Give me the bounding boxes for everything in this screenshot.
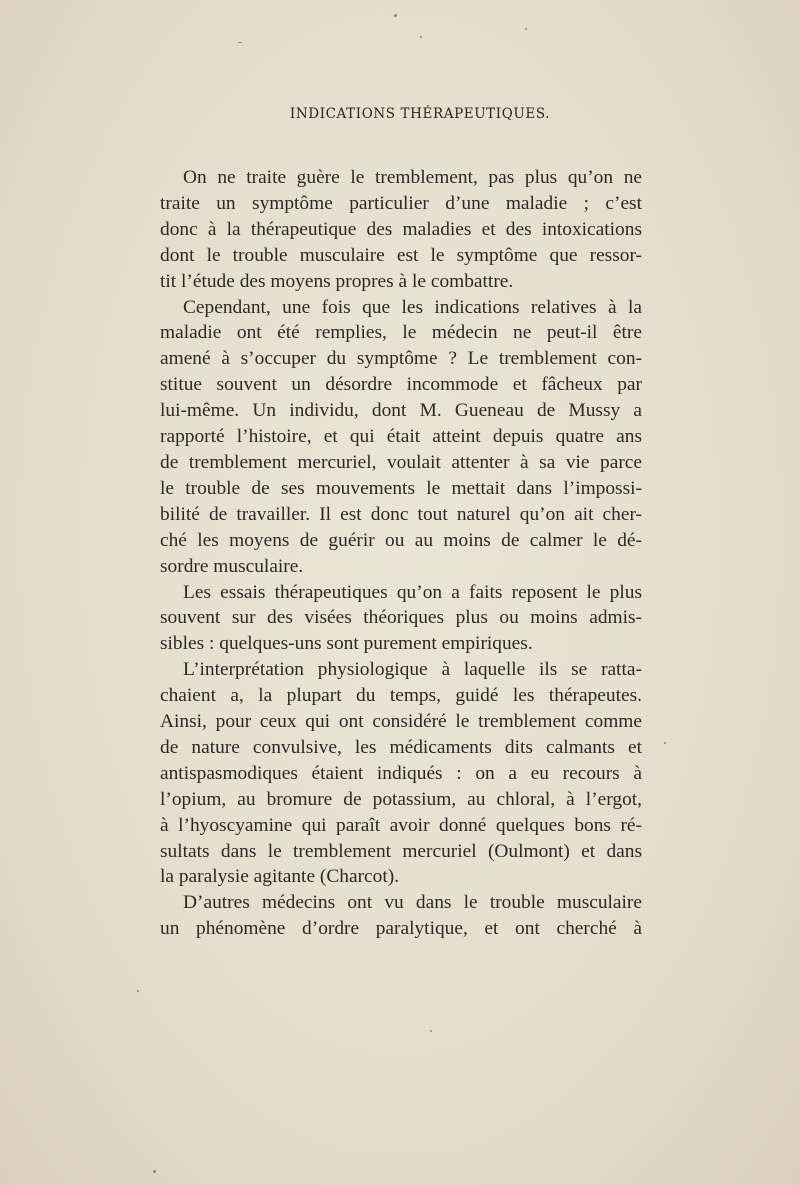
paragraph <box>160 890 642 942</box>
body-text <box>160 165 642 942</box>
text-line: un phénomène d’ordre paralytique, et ont cherché à <box>160 918 642 940</box>
paper-speck <box>430 1030 432 1032</box>
paper-speck <box>137 990 139 992</box>
text-line: On ne traite guère le tremblement, pas plus qu’on ne <box>183 167 642 188</box>
text-line: de tremblement mercuriel, voulait attenter à sa vie parce <box>160 451 642 473</box>
text-line: donc à la thérapeutique des maladies et des intoxications <box>160 218 642 240</box>
text-line: Cependant, une fois que les indications relatives à la <box>183 296 642 318</box>
text-line: la paralysie agitante (Charcot). <box>160 866 400 888</box>
paragraph <box>160 165 642 295</box>
text-line: amené à s’occuper du symptôme ? Le tremblement con- <box>160 348 642 370</box>
text-line: Ainsi, pour ceux qui ont considéré le tremblement comme <box>160 711 642 733</box>
text-line: sultats dans le tremblement mercuriel (Oulmont) et dans <box>160 840 642 862</box>
text-line: Les essais thérapeutiques qu’on a faits reposent le plus <box>183 581 642 603</box>
text-line: D’autres médecins ont vu dans le trouble musculaire <box>183 892 642 914</box>
text-line: chaient a, la plupart du temps, guidé les thérapeutes. <box>160 685 642 707</box>
running-head: INDICATIONS THÉRAPEUTIQUES. <box>289 106 551 122</box>
text-line: bilité de travailler. Il est donc tout naturel qu’on ait cher- <box>160 503 642 525</box>
paper-speck <box>420 36 422 38</box>
text-line: rapporté l’histoire, et qui était atteint depuis quatre ans <box>160 426 642 448</box>
text-line: tit l’étude des moyens propres à le combattre. <box>160 270 514 292</box>
text-line: L’interprétation physiologique à laquelle ils se ratta- <box>183 659 642 681</box>
paper-speck <box>394 14 397 17</box>
paper-speck <box>153 1170 156 1173</box>
text-line: sordre musculaire. <box>160 555 304 577</box>
text-line: stitue souvent un désordre incommode et fâcheux par <box>160 374 642 396</box>
text-line: traite un symptôme particulier d’une maladie ; c’est <box>160 192 642 214</box>
text-line: souvent sur des visées théoriques plus ou moins admis- <box>160 607 642 629</box>
text-line: dont le trouble musculaire est le symptôme que ressor- <box>160 244 642 266</box>
paragraph <box>160 295 642 580</box>
paragraph <box>160 580 642 658</box>
paper-speck <box>238 42 242 43</box>
paper-speck <box>525 28 527 30</box>
text-line: maladie ont été remplies, le médecin ne peut-il être <box>160 322 642 344</box>
text-line: de nature convulsive, les médicaments dits calmants et <box>160 736 642 758</box>
text-line: le trouble de ses mouvements le mettait dans l’impossi- <box>160 477 642 499</box>
text-line: sibles : quelques-uns sont purement empiriques. <box>160 633 533 655</box>
text-line: lui-même. Un individu, dont M. Gueneau de Mussy a <box>160 400 642 422</box>
paper-speck <box>664 742 666 744</box>
paragraph <box>160 657 642 890</box>
text-line: antispasmodiques étaient indiqués : on a eu recours à <box>160 762 642 784</box>
text-line: à l’hyoscyamine qui paraît avoir donné quelques bons ré- <box>160 814 642 836</box>
text-line: ché les moyens de guérir ou au moins de calmer le dé- <box>160 529 642 551</box>
text-line: l’opium, au bromure de potassium, au chloral, à l’ergot, <box>160 788 642 810</box>
